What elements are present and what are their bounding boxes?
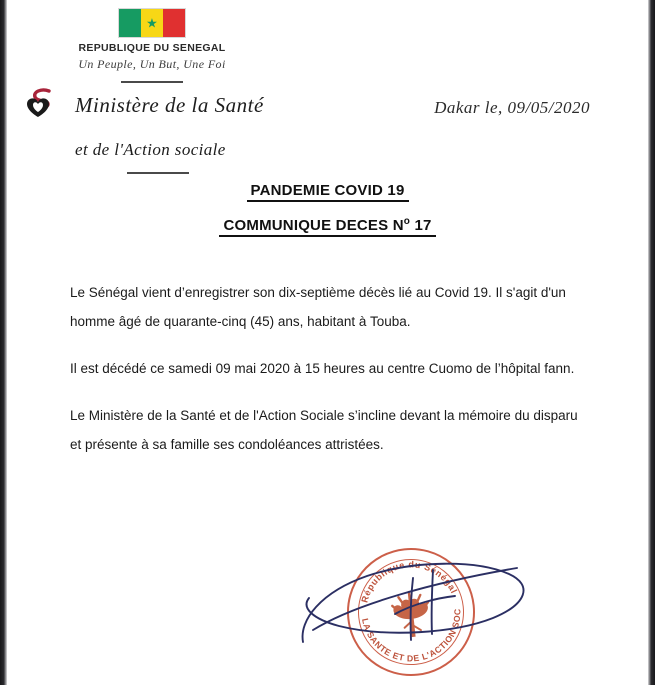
national-motto: Un Peuple, Un But, Une Foi	[78, 57, 226, 71]
stamp-top-arc-text: République du Sénégal	[359, 559, 460, 604]
document-sheet	[7, 0, 648, 685]
official-stamp	[338, 542, 482, 683]
stamp-bottom-arc-text: DE LA SANTE ET DE L'ACTION SOCIAL	[338, 548, 463, 664]
flag-band-yellow	[141, 9, 163, 37]
signature-area	[295, 534, 555, 674]
ministry-name: Ministère de la Santé	[75, 92, 264, 117]
body-text	[70, 278, 586, 477]
letterhead	[7, 8, 297, 83]
subtitle-number: 17	[414, 217, 432, 234]
page-title: PANDEMIE COVID 19	[247, 182, 409, 202]
subtitle-ordinal: o	[403, 216, 411, 227]
paragraph-1: Le Sénégal vient d’enregistrer son dix-septième décès lié au Covid 19. Il s'agit d'un homme âgé de quarante-cinq (45) ans, habitant à Touba.	[70, 285, 566, 329]
flag-star-icon: ★	[146, 15, 158, 31]
scan-edge-right	[648, 0, 655, 685]
header-divider-1	[121, 81, 183, 83]
scan-edge-left	[0, 0, 7, 685]
flag-band-red	[163, 9, 185, 37]
header-divider-2	[127, 172, 189, 174]
paragraph-2: Il est décédé ce samedi 09 mai 2020 à 15 heures au centre Cuomo de l’hôpital fann.	[70, 361, 575, 376]
document-subtitle	[219, 216, 435, 237]
ministry-health-emblem-icon	[15, 86, 61, 124]
baobab-tree-emblem-icon	[379, 580, 443, 644]
flag-band-green	[119, 9, 141, 37]
ministry-row	[15, 86, 395, 124]
ministry-subname: et de l'Action sociale	[75, 140, 226, 159]
date-line: Dakar le, 09/05/2020	[434, 98, 590, 117]
paragraph-3: Le Ministère de la Santé et de l'Action Sociale s’incline devant la mémoire du disparu et présente à sa famille ses condoléances attristées.	[70, 408, 578, 452]
senegal-flag-icon	[118, 8, 186, 38]
republic-title: REPUBLIQUE DU SENEGAL	[78, 42, 226, 54]
title-block	[7, 182, 648, 237]
subtitle-prefix: COMMUNIQUE DECES N	[223, 217, 404, 234]
